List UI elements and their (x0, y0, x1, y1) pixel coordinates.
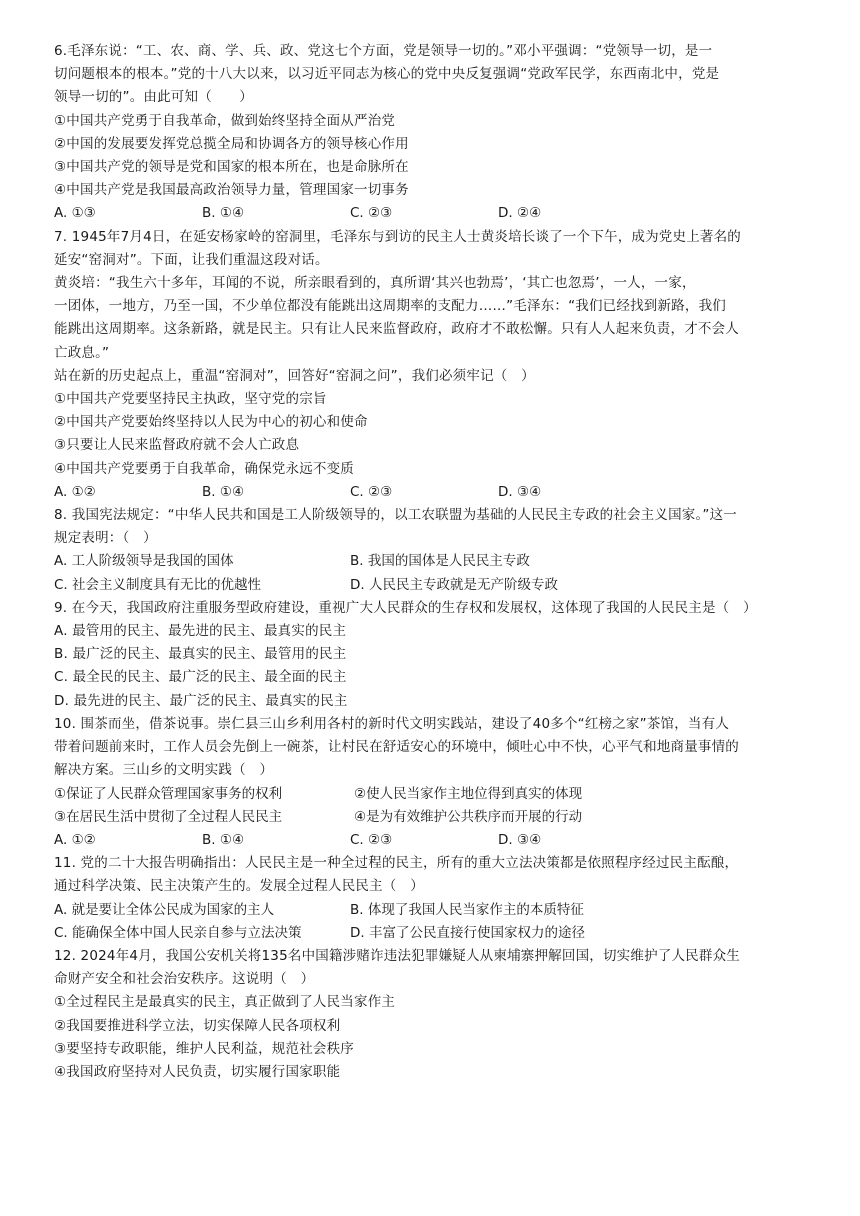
q9-option-c[interactable]: C. 最全民的民主、最广泛的民主、最全面的民主 (54, 669, 347, 686)
q6-option-b[interactable]: B. ①④ (202, 205, 245, 222)
q7-option-c[interactable]: C. ②③ (350, 483, 393, 500)
q7-statement-4: ④中国共产党要勇于自我革命，确保党永远不变质 (54, 460, 355, 477)
q6-stem-line-3: 领导一切的”。由此可知（ ） (54, 89, 253, 106)
q11-stem-line-2: 通过科学决策、民主决策产生的。发展全过程人民民主（ ） (54, 878, 424, 895)
q7-stem-line-2: 延安“窑洞对”。下面，让我们重温这段对话。 (54, 251, 329, 268)
q7-options (54, 481, 814, 504)
q6-statement-1: ①中国共产党勇于自我革命，做到始终坚持全面从严治党 (54, 112, 396, 129)
question-7 (54, 226, 814, 504)
q7-option-b[interactable]: B. ①④ (202, 483, 245, 500)
exam-page (54, 40, 814, 1084)
q12-statement-1: ①全过程民主是最真实的民主，真正做到了人民当家作主 (54, 994, 396, 1011)
q9-option-a[interactable]: A. 最管用的民主、最先进的民主、最真实的民主 (54, 623, 347, 640)
q9-option-d[interactable]: D. 最先进的民主、最广泛的民主、最真实的民主 (54, 692, 348, 709)
q6-statement-4: ④中国共产党是我国最高政治领导力量，管理国家一切事务 (54, 182, 409, 199)
q10-statement-4: ④是为有效维护公共秩序而开展的行动 (354, 808, 583, 825)
question-8 (54, 504, 814, 597)
q6-stem-line-2: 切问题根本的根本。”党的十八大以来，以习近平同志为核心的党中央反复强调“党政军民学，东西南北中，党是 (54, 66, 720, 83)
q11-option-d[interactable]: D. 丰富了公民直接行使国家权力的途径 (350, 924, 585, 941)
q8-stem-line-2: 规定表明：（ ） (54, 530, 157, 547)
question-10 (54, 713, 814, 852)
q7-dialog-line-4: 亡政息。” (54, 344, 110, 361)
q10-statements-row-1 (54, 783, 814, 806)
q10-option-a[interactable]: A. ①② (54, 831, 96, 848)
q10-statement-1: ①保证了人民群众管理国家事务的权利 (54, 785, 283, 802)
q10-statements-row-2 (54, 806, 814, 829)
q10-option-c[interactable]: C. ②③ (350, 831, 393, 848)
q7-option-d[interactable]: D. ③④ (498, 483, 542, 500)
q6-statement-3: ③中国共产党的领导是党和国家的根本所在，也是命脉所在 (54, 159, 409, 176)
q12-statement-2: ②我国要推进科学立法，切实保障人民各项权利 (54, 1017, 341, 1034)
q8-options-row-1 (54, 550, 814, 573)
q10-statement-3: ③在居民生活中贯彻了全过程人民民主 (54, 808, 283, 825)
q10-stem-line-1: 10. 围茶而坐，借茶说事。崇仁县三山乡利用各村的新时代文明实践站，建设了40多个“红榜之家”茶馆，当有人 (54, 715, 730, 732)
q8-options-row-2 (54, 574, 814, 597)
q6-statement-2: ②中国的发展要发挥党总揽全局和协调各方的领导核心作用 (54, 135, 409, 152)
q7-question: 站在新的历史起点上，重温“窑洞对”，回答好“窑洞之问”，我们必须牢记（ ） (54, 367, 535, 384)
q11-option-a[interactable]: A. 就是要让全体公民成为国家的主人 (54, 901, 275, 918)
q8-option-a[interactable]: A. 工人阶级领导是我国的国体 (54, 553, 234, 570)
question-12 (54, 945, 814, 1084)
q10-statement-2: ②使人民当家作主地位得到真实的体现 (354, 785, 583, 802)
q6-option-c[interactable]: C. ②③ (350, 205, 393, 222)
q12-statement-3: ③要坚持专政职能，维护人民利益，规范社会秩序 (54, 1040, 355, 1057)
q10-options (54, 829, 814, 852)
q6-stem-line-1: 6.毛泽东说：“工、农、商、学、兵、政、党这七个方面，党是领导一切的。”邓小平强调：“党领导一切，是一 (54, 43, 713, 59)
q9-option-b[interactable]: B. 最广泛的民主、最真实的民主、最管用的民主 (54, 646, 347, 663)
q9-stem-line-1: 9. 在今天，我国政府注重服务型政府建设，重视广大人民群众的生存权和发展权，这体现了我国的人民民主是（ ） (54, 599, 757, 616)
q7-statement-2: ②中国共产党要始终坚持以人民为中心的初心和使命 (54, 414, 368, 431)
q11-option-c[interactable]: C. 能确保全体中国人民亲自参与立法决策 (54, 924, 302, 941)
q12-stem-line-1: 12. 2024年4月，我国公安机关将135名中国籍涉赌诈违法犯罪嫌疑人从柬埔寨押解回国，切实维护了人民群众生 (54, 947, 740, 964)
q12-statement-4: ④我国政府坚持对人民负责，切实履行国家职能 (54, 1063, 341, 1080)
q7-dialog-line-3: 能跳出这周期率。这条新路，就是民主。只有让人民来监督政府，政府才不敢松懈。只有人人起来负责，才不会人 (54, 321, 739, 338)
q6-option-d[interactable]: D. ②④ (498, 205, 542, 222)
q11-option-b[interactable]: B. 体现了我国人民当家作主的本质特征 (350, 901, 584, 918)
q11-options-row-2 (54, 922, 814, 945)
q7-statement-1: ①中国共产党要坚持民主执政，坚守党的宗旨 (54, 391, 327, 408)
q6-options (54, 202, 814, 225)
q8-stem-line-1: 8. 我国宪法规定：“中华人民共和国是工人阶级领导的，以工农联盟为基础的人民民主专政的社会主义国家。”这一 (54, 507, 738, 524)
q6-option-a[interactable]: A. ①③ (54, 205, 96, 222)
q10-stem-line-2: 带着问题前来时，工作人员会先倒上一碗茶，让村民在舒适安心的环境中，倾吐心中不快，心平气和地商量事情的 (54, 739, 739, 756)
q10-stem-line-3: 解决方案。三山乡的文明实践（ ） (54, 762, 274, 779)
q10-option-b[interactable]: B. ①④ (202, 831, 245, 848)
q8-option-c[interactable]: C. 社会主义制度具有无比的优越性 (54, 576, 262, 593)
q8-option-d[interactable]: D. 人民民主专政就是无产阶级专政 (350, 576, 558, 593)
q7-stem-line-1: 7. 1945年7月4日，在延安杨家岭的窑洞里，毛泽东与到访的民主人士黄炎培长谈了一个下午，成为党史上著名的 (54, 228, 742, 245)
q7-dialog-line-1: 黄炎培：“我生六十多年，耳闻的不说，所亲眼看到的，真所谓‘其兴也勃焉’，‘其亡也忽焉’，一人，一家， (54, 275, 696, 292)
q7-option-a[interactable]: A. ①② (54, 483, 96, 500)
q11-options-row-1 (54, 899, 814, 922)
question-9 (54, 597, 814, 713)
q7-statement-3: ③只要让人民来监督政府就不会人亡政息 (54, 437, 300, 454)
q8-option-b[interactable]: B. 我国的国体是人民民主专政 (350, 553, 530, 570)
q7-dialog-line-2: 一团体，一地方，乃至一国，不少单位都没有能跳出这周期率的支配力……”毛泽东：“我们已经找到新路，我们 (54, 298, 726, 315)
q11-stem-line-1: 11. 党的二十大报告明确指出：人民民主是一种全过程的民主，所有的重大立法决策都是依照程序经过民主酝酿， (54, 855, 739, 872)
question-6 (54, 40, 814, 226)
q10-option-d[interactable]: D. ③④ (498, 831, 542, 848)
q12-stem-line-2: 命财产安全和社会治安秩序。这说明（ ） (54, 971, 315, 988)
question-11 (54, 852, 814, 945)
